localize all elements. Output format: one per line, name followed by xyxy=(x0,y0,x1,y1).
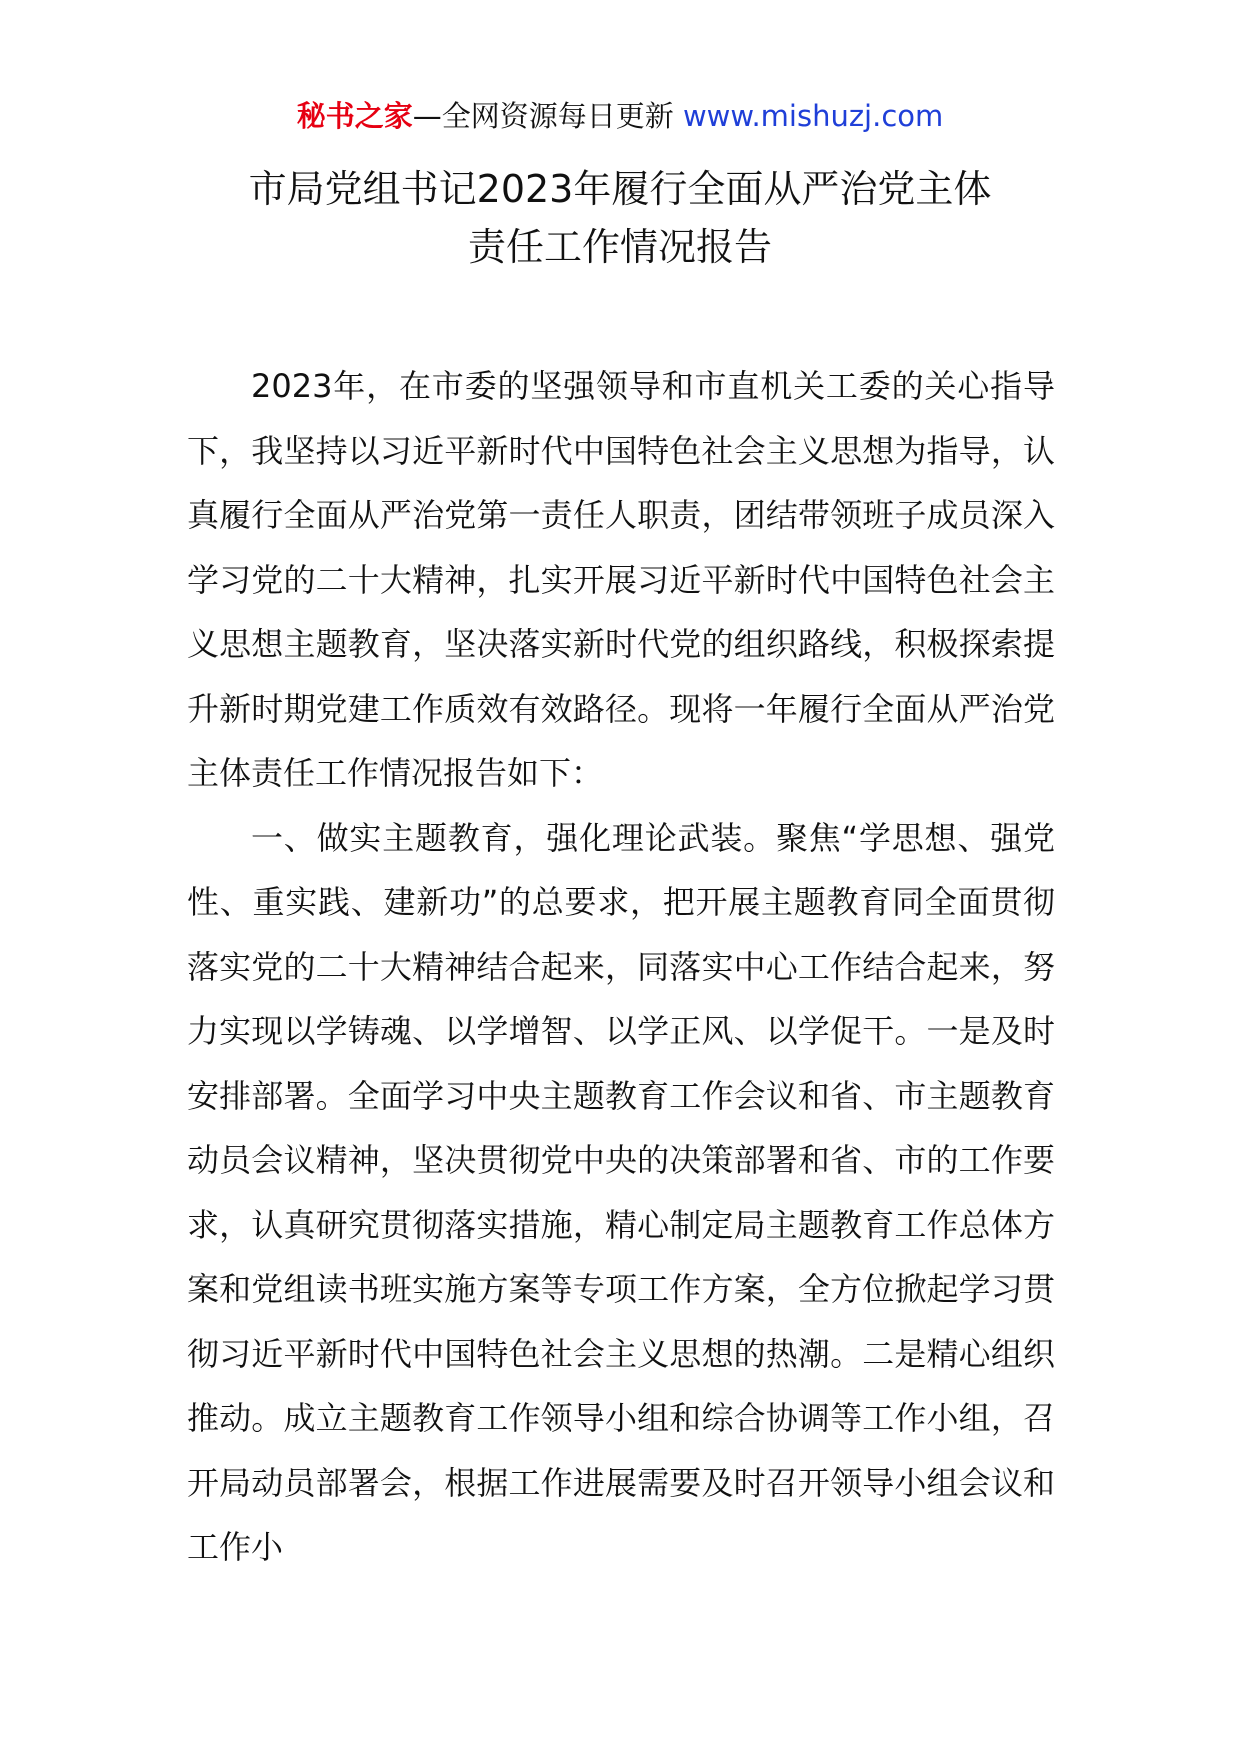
document-title-line-1: 市局党组书记2023年履行全面从严治党主体 xyxy=(248,167,992,211)
site-brand: 秘书之家 xyxy=(296,99,413,133)
body-paragraph-intro: 2023年，在市委的坚强领导和市直机关工委的关心指导下，我坚持以习近平新时代中国特色社会主义思想为指导，认真履行全面从严治党第一责任人职责，团结带领班子成员深入学习党的二十大精神，扎实开展习近平新时代中国特色社会主义思想主题教育，坚决落实新时代党的组织路线，积极探索提升新时期党建工作质效有效路径。现将一年履行全面从严治党主体责任工作情况报告如下： xyxy=(187,367,1055,792)
site-header xyxy=(0,96,1240,136)
site-tagline: —全网资源每日更新 xyxy=(412,99,674,133)
document-title-line-2: 责任工作情况报告 xyxy=(467,225,772,269)
body-paragraph-section-1: 一、做实主题教育，强化理论武装。聚焦“学思想、强党性、重实践、建新功”的总要求，把开展主题教育同全面贯彻落实党的二十大精神结合起来，同落实中心工作结合起来，努力实现以学铸魂、以学增智、以学正风、以学促干。一是及时安排部署。全面学习中央主题教育工作会议和省、市主题教育动员会议精神，坚决贯彻党中央的决策部署和省、市的工作要求，认真研究贯彻落实措施，精心制定局主题教育工作总体方案和党组读书班实施方案等专项工作方案，全方位掀起学习贯彻习近平新时代中国特色社会主义思想的热潮。二是精心组织推动。成立主题教育工作领导小组和综合协调等工作小组，召开局动员部署会，根据工作进展需要及时召开领导小组会议和工作小 xyxy=(187,818,1055,1566)
document-body xyxy=(187,354,1055,1580)
site-url-link[interactable]: www.mishuzj.com xyxy=(682,99,944,133)
document-title xyxy=(0,160,1240,276)
